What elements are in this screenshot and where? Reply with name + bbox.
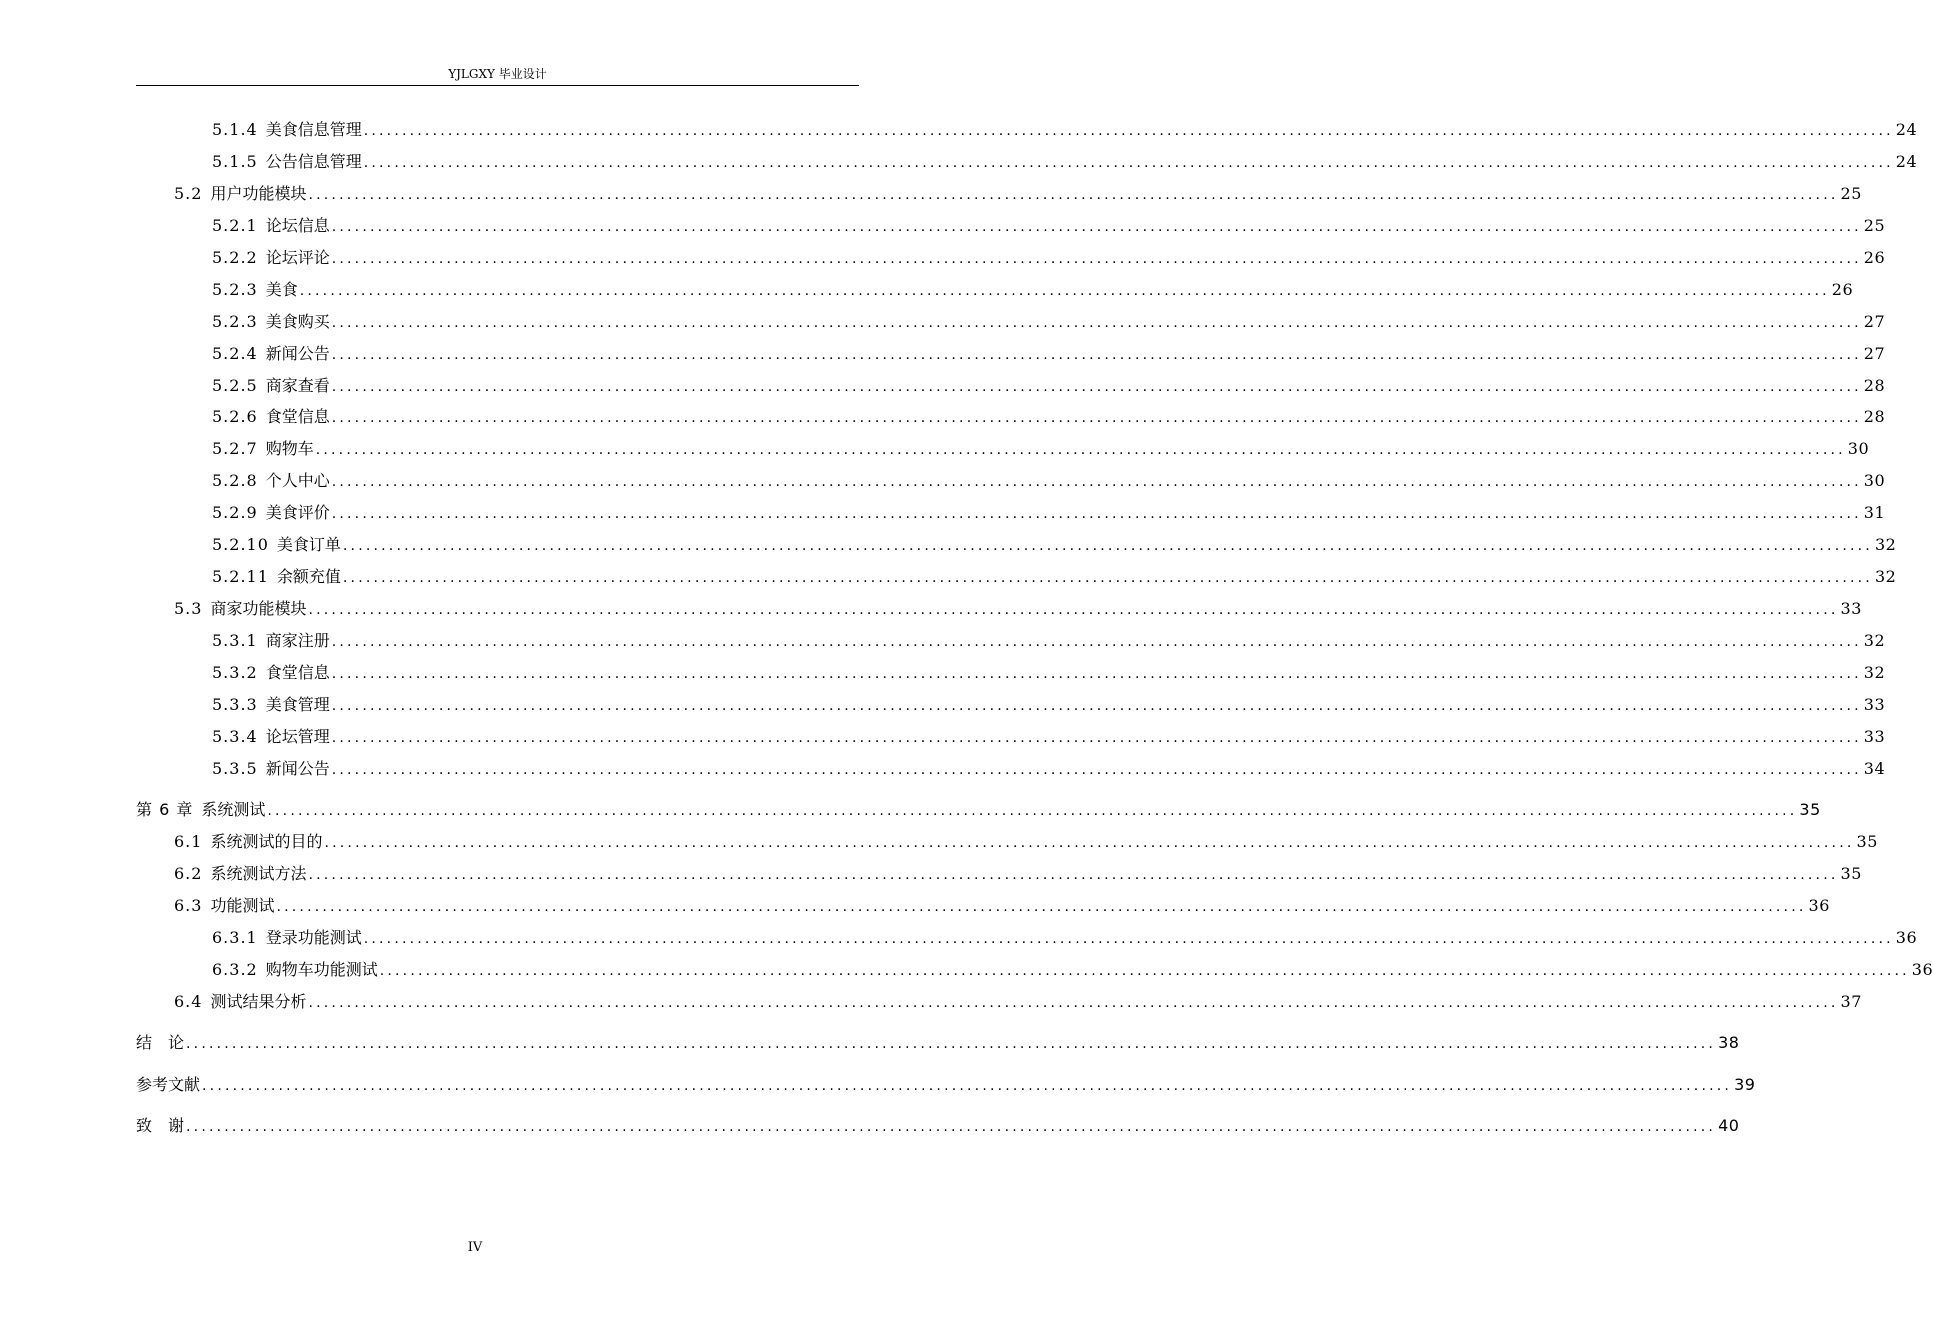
toc-entry-number: 6.2 xyxy=(174,864,203,883)
toc-entry[interactable] xyxy=(212,279,1854,301)
toc-entry-page: 33 xyxy=(1840,599,1862,618)
toc-entry-number: 5.1.4 xyxy=(212,120,258,139)
toc-entry-number: 5.2.3 xyxy=(212,312,258,331)
toc-entry[interactable] xyxy=(174,598,1862,620)
toc-entry-title: 致 谢 xyxy=(136,1116,185,1135)
toc-entry-page: 28 xyxy=(1863,407,1886,426)
toc-entry[interactable] xyxy=(174,863,1862,885)
toc-entry-number: 6.3.1 xyxy=(212,928,258,947)
toc-entry-page: 34 xyxy=(1863,759,1886,778)
toc-entry-number: 6.3 xyxy=(174,896,203,915)
toc-entry-page: 27 xyxy=(1863,312,1886,331)
toc-dot-leader: ........................................................................................................................................................................................................ xyxy=(379,963,1910,979)
toc-entry-page: 24 xyxy=(1895,120,1918,139)
toc-entry-page: 35 xyxy=(1799,800,1821,819)
toc-entry-title: 新闻公告 xyxy=(265,759,330,778)
toc-entry-page: 24 xyxy=(1895,152,1918,171)
toc-entry[interactable] xyxy=(174,183,1862,205)
toc-dot-leader: ........................................................................................................................................................................................................ xyxy=(331,219,1862,235)
toc-entry-number: 5.1.5 xyxy=(212,152,258,171)
toc-entry-title: 系统测试 xyxy=(201,800,266,819)
toc-entry[interactable] xyxy=(212,726,1886,748)
toc-entry-page: 37 xyxy=(1840,992,1862,1011)
toc-entry[interactable] xyxy=(212,662,1886,684)
toc-entry[interactable] xyxy=(136,1115,1740,1137)
toc-dot-leader: ........................................................................................................................................................................................................ xyxy=(276,899,1807,915)
toc-entry-title: 功能测试 xyxy=(210,896,275,915)
toc-entry-number: 第 6 章 xyxy=(136,800,194,819)
toc-entry-title: 余额充值 xyxy=(276,567,341,586)
toc-entry-title: 公告信息管理 xyxy=(265,152,362,171)
toc-entry-title: 论坛管理 xyxy=(265,727,330,746)
toc-entry-number: 5.2.10 xyxy=(212,535,269,554)
toc-dot-leader: ........................................................................................................................................................................................................ xyxy=(331,762,1862,778)
toc-entry[interactable] xyxy=(212,502,1886,524)
toc-entry-title: 美食 xyxy=(265,280,298,299)
toc-entry-title: 商家功能模块 xyxy=(210,599,307,618)
toc-entry-title: 论坛信息 xyxy=(265,216,330,235)
toc-entry[interactable] xyxy=(212,343,1886,365)
toc-dot-leader: ........................................................................................................................................................................................................ xyxy=(331,379,1862,395)
toc-entry-page: 36 xyxy=(1911,960,1933,979)
toc-entry-page: 33 xyxy=(1863,727,1886,746)
toc-dot-leader: ........................................................................................................................................................................................................ xyxy=(315,442,1846,458)
toc-entry-title: 美食信息管理 xyxy=(265,120,362,139)
toc-entry-page: 35 xyxy=(1840,864,1862,883)
toc-entry-number: 5.2.3 xyxy=(212,280,258,299)
toc-entry-title: 食堂信息 xyxy=(265,663,330,682)
toc-dot-leader: ........................................................................................................................................................................................................ xyxy=(363,123,1894,139)
toc-entry-page: 32 xyxy=(1863,663,1886,682)
toc-entry-title: 参考文献 xyxy=(136,1075,201,1094)
toc-entry-number: 5.2.4 xyxy=(212,344,258,363)
toc-entry-page: 26 xyxy=(1863,248,1886,267)
toc-entry-number: 5.2.2 xyxy=(212,248,258,267)
toc-entry-page: 30 xyxy=(1847,439,1870,458)
toc-dot-leader: ........................................................................................................................................................................................................ xyxy=(331,347,1862,363)
toc-dot-leader: ........................................................................................................................................................................................................ xyxy=(308,187,1839,203)
toc-dot-leader: ........................................................................................................................................................................................................ xyxy=(202,1078,1733,1094)
toc-entry[interactable] xyxy=(212,566,1897,588)
toc-entry-page: 30 xyxy=(1863,471,1886,490)
toc-entry-number: 5.2 xyxy=(174,184,203,203)
toc-dot-leader: ........................................................................................................................................................................................................ xyxy=(331,251,1862,267)
toc-dot-leader: ........................................................................................................................................................................................................ xyxy=(331,730,1862,746)
toc-entry-title: 美食购买 xyxy=(265,312,330,331)
toc-dot-leader: ........................................................................................................................................................................................................ xyxy=(342,538,1873,554)
toc-entry-page: 27 xyxy=(1863,344,1886,363)
toc-entry[interactable] xyxy=(212,534,1897,556)
toc-dot-leader: ........................................................................................................................................................................................................ xyxy=(186,1036,1717,1052)
toc-entry[interactable] xyxy=(212,406,1886,428)
toc-entry[interactable] xyxy=(212,438,1870,460)
toc-dot-leader: ........................................................................................................................................................................................................ xyxy=(308,602,1839,618)
page-number: IV xyxy=(467,1240,483,1255)
toc-dot-leader: ........................................................................................................................................................................................................ xyxy=(299,283,1830,299)
toc-entry-title: 美食评价 xyxy=(265,503,330,522)
toc-dot-leader: ........................................................................................................................................................................................................ xyxy=(331,506,1862,522)
header-rule xyxy=(136,85,859,86)
toc-entry[interactable] xyxy=(174,895,1830,917)
toc-entry-number: 6.3.2 xyxy=(212,960,258,979)
toc-entry-page: 38 xyxy=(1718,1033,1740,1052)
toc-dot-leader: ........................................................................................................................................................................................................ xyxy=(308,995,1839,1011)
toc-dot-leader: ........................................................................................................................................................................................................ xyxy=(331,666,1862,682)
toc-entry-number: 5.2.7 xyxy=(212,439,258,458)
toc-entry-number: 6.4 xyxy=(174,992,203,1011)
toc-dot-leader: ........................................................................................................................................................................................................ xyxy=(363,155,1894,171)
toc-entry-page: 25 xyxy=(1863,216,1886,235)
toc-entry-title: 购物车 xyxy=(265,439,314,458)
toc-entry-number: 5.3.3 xyxy=(212,695,258,714)
toc-entry-page: 31 xyxy=(1863,503,1886,522)
toc-entry-number: 5.2.11 xyxy=(212,567,269,586)
toc-entry-title: 系统测试的目的 xyxy=(210,832,323,851)
toc-entry-title: 购物车功能测试 xyxy=(265,960,378,979)
toc-entry-page: 35 xyxy=(1856,832,1878,851)
toc-entry-page: 32 xyxy=(1863,631,1886,650)
toc-entry-page: 25 xyxy=(1840,184,1862,203)
toc-entry[interactable] xyxy=(212,247,1886,269)
toc-entry-page: 36 xyxy=(1808,896,1830,915)
toc-dot-leader: ........................................................................................................................................................................................................ xyxy=(331,634,1862,650)
toc-entry[interactable] xyxy=(212,694,1886,716)
toc-entry-title: 论坛评论 xyxy=(265,248,330,267)
toc-entry[interactable] xyxy=(174,991,1862,1013)
toc-dot-leader: ........................................................................................................................................................................................................ xyxy=(331,315,1862,331)
toc-entry[interactable] xyxy=(212,151,1918,173)
toc-dot-leader: ........................................................................................................................................................................................................ xyxy=(308,867,1839,883)
toc-entry-title: 登录功能测试 xyxy=(265,928,362,947)
toc-entry-number: 5.3.5 xyxy=(212,759,258,778)
toc-entry[interactable] xyxy=(212,470,1886,492)
toc-entry-page: 32 xyxy=(1874,567,1897,586)
toc-entry-title: 美食订单 xyxy=(276,535,341,554)
page-header: YJLGXY 毕业设计 xyxy=(448,67,547,81)
toc-entry[interactable] xyxy=(212,630,1886,652)
toc-dot-leader: ........................................................................................................................................................................................................ xyxy=(324,835,1855,851)
toc-entry-page: 36 xyxy=(1895,928,1918,947)
toc-entry-title: 食堂信息 xyxy=(265,407,330,426)
toc-entry-page: 39 xyxy=(1734,1075,1756,1094)
toc-dot-leader: ........................................................................................................................................................................................................ xyxy=(267,803,1798,819)
toc-entry-title: 用户功能模块 xyxy=(210,184,307,203)
toc-entry[interactable] xyxy=(174,831,1878,853)
toc-entry-number: 5.2.6 xyxy=(212,407,258,426)
toc-entry-title: 新闻公告 xyxy=(265,344,330,363)
toc-entry-title: 测试结果分析 xyxy=(210,992,307,1011)
toc-entry-number: 5.2.9 xyxy=(212,503,258,522)
toc-entry[interactable] xyxy=(212,215,1886,237)
toc-dot-leader: ........................................................................................................................................................................................................ xyxy=(331,474,1862,490)
toc-entry-title: 商家查看 xyxy=(265,376,330,395)
toc-entry-title: 美食管理 xyxy=(265,695,330,714)
toc-entry-number: 5.3.4 xyxy=(212,727,258,746)
toc-entry-page: 26 xyxy=(1831,280,1854,299)
toc-dot-leader: ........................................................................................................................................................................................................ xyxy=(331,410,1862,426)
toc-entry[interactable] xyxy=(212,927,1918,949)
toc-dot-leader: ........................................................................................................................................................................................................ xyxy=(186,1119,1717,1135)
toc-entry[interactable] xyxy=(212,758,1886,780)
toc-entry-number: 6.1 xyxy=(174,832,203,851)
toc-entry-number: 5.2.1 xyxy=(212,216,258,235)
toc-entry-page: 32 xyxy=(1874,535,1897,554)
toc-entry-number: 5.3 xyxy=(174,599,203,618)
toc-entry-title: 商家注册 xyxy=(265,631,330,650)
toc-entry-page: 28 xyxy=(1863,376,1886,395)
toc-dot-leader: ........................................................................................................................................................................................................ xyxy=(331,698,1862,714)
toc-entry-title: 结 论 xyxy=(136,1033,185,1052)
toc-entry-number: 5.2.5 xyxy=(212,376,258,395)
toc-dot-leader: ........................................................................................................................................................................................................ xyxy=(342,570,1873,586)
toc-entry-title: 系统测试方法 xyxy=(210,864,307,883)
toc-entry-page: 40 xyxy=(1718,1116,1740,1135)
toc-entry-number: 5.2.8 xyxy=(212,471,258,490)
toc-entry-number: 5.3.2 xyxy=(212,663,258,682)
toc-entry-page: 33 xyxy=(1863,695,1886,714)
toc-entry[interactable] xyxy=(212,311,1886,333)
toc-entry[interactable] xyxy=(212,375,1886,397)
toc-entry[interactable] xyxy=(212,959,1933,981)
toc-entry[interactable] xyxy=(136,1074,1756,1096)
toc-entry-title: 个人中心 xyxy=(265,471,330,490)
toc-entry[interactable] xyxy=(136,1032,1740,1054)
toc-entry[interactable] xyxy=(136,799,1821,821)
toc-dot-leader: ........................................................................................................................................................................................................ xyxy=(363,931,1894,947)
toc-entry[interactable] xyxy=(212,119,1918,141)
toc-entry-number: 5.3.1 xyxy=(212,631,258,650)
